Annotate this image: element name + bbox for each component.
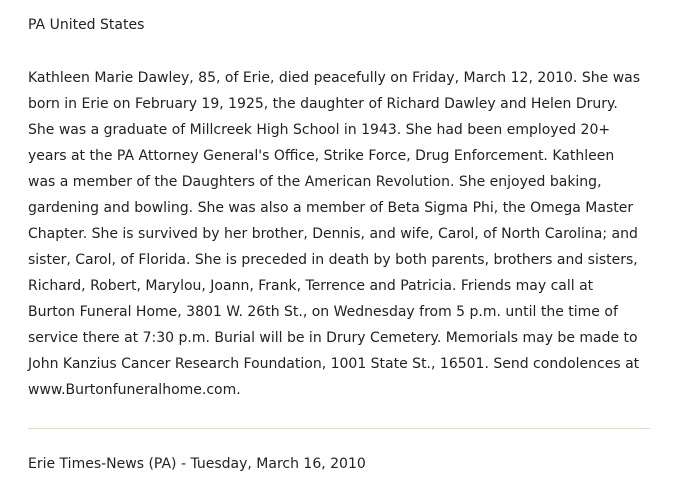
publication-source: Erie Times-News (PA) - Tuesday, March 16, 2010 [28, 456, 366, 472]
obituary-line: was a member of the Daughters of the American Revolution. She enjoyed baking, [28, 174, 602, 190]
obituary-text [28, 65, 653, 403]
divider [28, 428, 650, 429]
obituary-line: service there at 7:30 p.m. Burial will be in Drury Cemetery. Memorials may be made to [28, 330, 638, 346]
obituary-line: sister, Carol, of Florida. She is preceded in death by both parents, brothers and sisters, [28, 252, 638, 268]
obituary-line: years at the PA Attorney General's Office, Strike Force, Drug Enforcement. Kathleen [28, 148, 615, 164]
obituary-line: gardening and bowling. She was also a member of Beta Sigma Phi, the Omega Master [28, 200, 634, 216]
obituary-line: Kathleen Marie Dawley, 85, of Erie, died peacefully on Friday, March 12, 2010. She was [28, 70, 641, 86]
location-label: PA United States [28, 17, 145, 33]
obituary-line: Burton Funeral Home, 3801 W. 26th St., on Wednesday from 5 p.m. until the time of [28, 304, 618, 320]
obituary-line: www.Burtonfuneralhome.com. [28, 382, 241, 398]
obituary-line: John Kanzius Cancer Research Foundation, 1001 State St., 16501. Send condolences at [28, 356, 640, 372]
obituary-line: She was a graduate of Millcreek High School in 1943. She had been employed 20+ [28, 122, 611, 138]
obituary-line: Chapter. She is survived by her brother, Dennis, and wife, Carol, of North Carolina; and [28, 226, 638, 242]
obituary-line: born in Erie on February 19, 1925, the daughter of Richard Dawley and Helen Drury. [28, 96, 618, 112]
obituary-line: Richard, Robert, Marylou, Joann, Frank, Terrence and Patricia. Friends may call at [28, 278, 594, 294]
